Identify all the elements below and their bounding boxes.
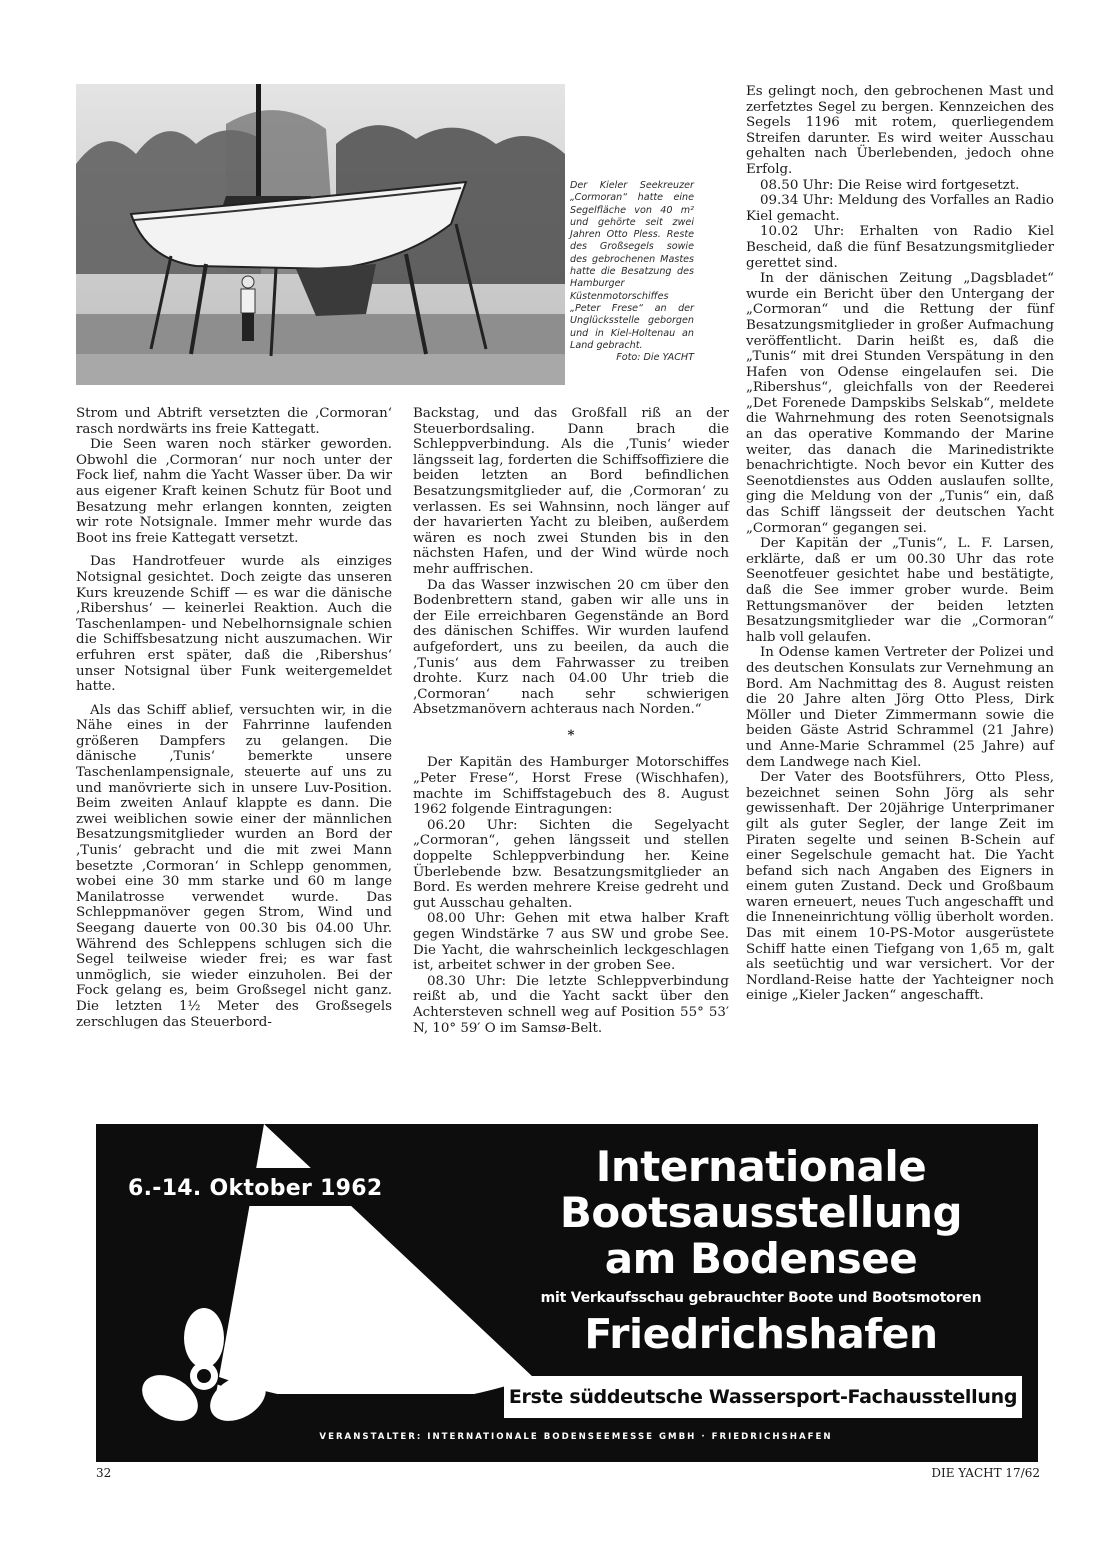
- paragraph: Da das Wasser inzwischen 20 cm über den Bodenbrettern stand, gaben wir alle uns in der Eile erreichbaren Gegenstände an Bord des dänischen Schiffes. Wir wurden laufend aufgefordert, uns zu beeilen, da auch die ‚Tunis‘ aus dem Fahrwasser zu treiben drohte. Kurz nach 04.00 Uhr trieb die ‚Cormoran‘ nach sehr schwierigen Absetzmanövern achteraus nach Norden.“: [413, 577, 729, 718]
- page-number: 32: [96, 1466, 112, 1480]
- photo-caption: [570, 180, 694, 364]
- exhibition-dates: 6.-14. Oktober 1962: [128, 1176, 383, 1201]
- paragraph: Der Vater des Bootsführers, Otto Pless, bezeichnet seinen Sohn Jörg als sehr gewissenhaft. Der 20jährige Unterprimaner gilt als guter Segler, der lange Zeit im Piraten segelte und seinen B-Schein auf einer Segelschule gemacht hat. Die Yacht befand sich nach Angaben des Eigners in einem guten Zustand. Deck und Großbaum waren erneuert, neues Tuch angeschafft und die Inneneinrichtung völlig überholt worden. Das mit einem 10-PS-Motor ausgerüstete Schiff hatte einen Tiefgang von 1,65 m, galt als seetüchtig und war versichert. Vor der Nordland-Reise hatte der Yachteigner noch einige „Kieler Jacken“ angeschafft.: [746, 770, 1054, 1004]
- ad-headline-3: am Bodensee: [604, 1234, 918, 1283]
- publication-issue: DIE YACHT 17/62: [931, 1466, 1040, 1480]
- yacht-photo: [76, 84, 565, 385]
- logbook-entry: 06.20 Uhr: Sichten die Segelyacht „Cormoran“, gehen längsseit und stellen doppelte Schleppverbindung her. Keine Überlebende bzw. Besatzungsmitglieder an Bord. Es werden mehrere Kreise gedreht und gut Ausschau gehalten.: [413, 817, 729, 911]
- logbook-entry: 10.02 Uhr: Erhalten von Radio Kiel Bescheid, daß die fünf Besatzungsmitglieder gerettet sind.: [746, 224, 1054, 271]
- ad-city: Friedrichshafen: [584, 1310, 938, 1358]
- logbook-entry: 08.30 Uhr: Die letzte Schleppverbindung reißt ab, und die Yacht sackt über den Achtersteven schnell weg auf Position 55° 53′ N, 10° 59′ O im Samsø-Belt.: [413, 973, 729, 1036]
- ad-headline-1: Internationale: [595, 1142, 927, 1191]
- paragraph: Als das Schiff ablief, versuchten wir, in die Nähe eines in der Fahrrinne laufenden größeren Dampfers zu gelangen. Die dänische ‚Tunis‘ bemerkte unsere Taschenlampensignale, steuerte auf uns zu und manövrierte sich in unsere Luv-Position. Beim zweiten Anlauf klappte es dann. Die zwei weiblichen sowie einer der männlichen Besatzungsmitglieder wurden an Bord der ‚Tunis‘ gebracht und die mit zwei Mann besetzte ‚Cormoran‘ in Schlepp genommen, wobei eine 30 mm starke und 60 m lange Manilatrosse verwendet wurde. Das Schleppmanöver gegen Strom, Wind und Seegang dauerte von 00.30 bis 04.00 Uhr. Während des Schleppens schlugen sich die Segel teilweise wieder frei; es war fast unmöglich, sie wieder einzuholen. Bei der Fock gelang es, beim Großsegel nicht ganz. Die letzten 1½ Meter des Großsegels zerschlugen das Steuerbord-: [76, 702, 392, 1030]
- paragraph: Die Seen waren noch stärker geworden. Obwohl die ‚Cormoran‘ nur noch unter der Fock lief, nahm die Yacht Wasser über. Da wir aus eigener Kraft keinen Schutz für Boot und Besatzung mehr erlangen konnten, zeigten wir rote Notsignale. Immer mehr wurde das Boot ins freie Kattegatt versetzt.: [76, 437, 392, 546]
- ad-headline-2: Bootsausstellung: [559, 1188, 963, 1237]
- logbook-entry: 08.50 Uhr: Die Reise wird fortgesetzt.: [760, 177, 1020, 193]
- logbook-entry: 08.00 Uhr: Gehen mit etwa halber Kraft gegen Windstärke 7 aus SW und grobe See. Die Yacht, die wahrscheinlich leckgeschlagen ist, arbeitet schwer in der groben See.: [413, 911, 729, 974]
- logbook-entry: 09.34 Uhr: Meldung des Vorfalles an Radio Kiel gemacht.: [746, 193, 1054, 224]
- paragraph: Das Handrotfeuer wurde als einziges Notsignal gesichtet. Doch zeigte das unseren Kurs kreuzende Schiff — es war die dänische ‚Ribershus‘ — keinerlei Reaktion. Auch die Taschenlampen- und Nebelhornsignale schien die Schiffsbesatzung nicht auszumachen. Wir erfuhren erst später, daß die ‚Ribershus‘ unser Notsignal über Funk weitergemeldet hatte.: [76, 554, 392, 695]
- photo-credit: Foto: Die YACHT: [616, 352, 694, 364]
- section-separator: *: [567, 726, 575, 743]
- paragraph: Der Kapitän der „Tunis“, L. F. Larsen, erklärte, daß er um 00.30 Uhr das rote Seenotfeuer gesichtet habe und bestätigte, daß die See immer grober wurde. Beim Rettungsmanöver der beiden letzten Besatzungsmitglieder war die „Cormoran“ halb voll gelaufen.: [746, 536, 1054, 645]
- text-column-2: [413, 406, 729, 1036]
- caption-text: Der Kieler Seekreuzer „Cormoran“ hatte eine Segelfläche von 40 m² und gehörte seit zwei Jahren Otto Pless. Reste des Großsegels sowie des gebrochenen Mastes hatte die Besatzung des Hamburger Küstenmotorschiffes „Peter Frese“ an der Unglücksstelle geborgen und in Kiel-Holtenau an Land gebracht.: [570, 180, 694, 351]
- ad-subline: mit Verkaufsschau gebrauchter Boote und Bootsmotoren: [540, 1290, 982, 1306]
- paragraph: Backstag, und das Großfall riß an der Steuerbordsaling. Dann brach die Schleppverbindung. Als die ‚Tunis‘ wieder längsseit lag, forderten die Schiffsoffiziere die beiden letzten an Bord befindlichen Besatzungsmitglieder auf, die ‚Cormoran‘ zu verlassen. Es sei Wahnsinn, noch länger auf der havarierten Yacht zu bleiben, außerdem wären es noch zwei Stunden bis in den nächsten Hafen, und der Wind würde noch mehr auffrischen.: [413, 406, 729, 577]
- ad-tagline-box: Erste süddeutsche Wassersport-Fachausstellung: [504, 1376, 1022, 1418]
- text-column-3: [746, 84, 1054, 1004]
- paragraph: Es gelingt noch, den gebrochenen Mast und zerfetztes Segel zu bergen. Kennzeichen des Segels 1196 mit rotem, querliegendem Streifen darunter. Es wird weiter Ausschau gehalten nach Überlebenden, jedoch ohne Erfolg.: [746, 84, 1054, 177]
- paragraph: In der dänischen Zeitung „Dagsbladet“ wurde ein Bericht über den Untergang der „Cormoran“ und die Rettung der fünf Besatzungsmitglieder in großer Aufmachung veröffentlicht. Darin heißt es, daß die „Tunis“ mit drei Stunden Verspätung in den Hafen von Odense eingelaufen sei. Die „Ribershus“, gleichfalls von der Reederei „Det Forenede Dampskibs Selskab“, meldete die Wahrnehmung des roten Seenotsignals an das operative Kommando der Marine weiter, das danach die Marinedistrikte benachrichtigte. Noch bevor ein Kutter des Seenotdienstes aus Odden auslaufen sollte, ging die Meldung von der „Tunis“ ein, daß das Schiff längsseit der deutschen Yacht „Cormoran“ gegangen sei.: [746, 271, 1054, 536]
- paragraph: Der Kapitän des Hamburger Motorschiffes „Peter Frese“, Horst Frese (Wischhafen), machte im Schiffstagebuch des 8. August 1962 folgende Eintragungen:: [413, 755, 729, 818]
- ad-organizer: VERANSTALTER: INTERNATIONALE BODENSEEMESSE GMBH · FRIEDRICHSHAFEN: [319, 1432, 833, 1442]
- paragraph: In Odense kamen Vertreter der Polizei und des deutschen Konsulats zur Vernehmung an Bord. Am Nachmittag des 8. August reisten die 20 Jahre alten Jörg Otto Pless, Dirk Möller und Dieter Zimmermann sowie die beiden Gäste Astrid Schrammel (21 Jahre) und Anne-Marie Schrammel (25 Jahre) auf dem Landwege nach Kiel.: [746, 645, 1054, 770]
- boat-show-advertisement: [96, 1124, 1038, 1462]
- text-column-1: [76, 406, 392, 1030]
- paragraph: Strom und Abtrift versetzten die ‚Cormoran‘ rasch nordwärts ins freie Kattegatt.: [76, 406, 392, 437]
